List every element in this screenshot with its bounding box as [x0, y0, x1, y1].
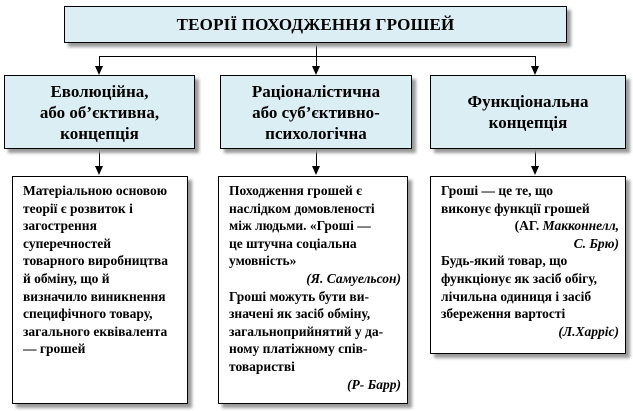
evolution-body-line: Матеріальною основою: [23, 183, 168, 198]
connector-rational-down: [316, 149, 317, 166]
evolution-header-line-3: концепція: [60, 123, 139, 143]
evolution-concept-header: [4, 75, 195, 149]
functional-body-line: збереження вартості: [441, 306, 566, 322]
evolution-body-line: теорії є розвиток і: [23, 200, 133, 216]
rational-author-barr: (Р- Барр): [347, 376, 401, 392]
arrow-to-functional-body: [531, 166, 539, 175]
evolution-header-line-2: або об’єктивна,: [39, 102, 160, 122]
rational-concept-header: [220, 75, 412, 149]
functional-concept-header: [430, 75, 626, 149]
arrow-to-functional: [531, 66, 539, 75]
rational-body-line: ному платіжному спів-: [229, 341, 368, 357]
connector-horizontal: [99, 56, 535, 57]
rational-body-line: умовність»: [229, 253, 297, 269]
rational-body-line: загальноприйнятий у да-: [229, 323, 384, 339]
connector-functional-down: [535, 149, 536, 166]
evolution-body-line: й обміну, що й: [23, 270, 110, 286]
author-name: Макконнелл,: [542, 218, 619, 234]
arrow-to-evolution: [95, 66, 103, 75]
rational-header-line-2: або суб’єктивно-: [252, 102, 380, 122]
rational-author-samuelson: (Я. Самуельсон): [306, 270, 401, 286]
rational-header-line-1: Раціоналістична: [251, 81, 381, 101]
functional-concept-body: [430, 176, 626, 354]
functional-body-line: виконує функції грошей: [441, 200, 590, 216]
rational-body-line: це штучна соціальна: [229, 235, 357, 251]
functional-author-brue: С. Брю): [573, 235, 619, 251]
rational-body-line: Гроші можуть бути ви-: [229, 288, 369, 304]
connector-evolution-down: [99, 149, 100, 166]
functional-author-mcconnell: [441, 217, 619, 235]
functional-body-line: Будь-який товар, що: [441, 253, 568, 269]
evolution-body-line: загального еквівалента: [23, 323, 168, 339]
rational-body-line: наслідком домовленості: [229, 200, 375, 216]
rational-body-line: значені як засіб обміну,: [229, 306, 371, 322]
author-prefix: (АГ.: [514, 218, 543, 234]
evolution-body-line: визначило виникнення: [23, 288, 166, 304]
functional-body-line: лічильна одиниця і засіб: [441, 288, 592, 304]
evolution-header-line-1: Еволюційна,: [50, 81, 149, 101]
arrow-to-rational: [312, 66, 320, 75]
evolution-body-line: товарного виробництва: [23, 253, 168, 269]
rational-body-line: між людьми. «Гроші —: [229, 218, 371, 234]
connector-title-stem: [316, 43, 317, 56]
evolution-body-line: — грошей: [23, 341, 86, 357]
functional-header-line-1: Функціональна: [467, 92, 589, 111]
functional-author-harris: (Л.Харріс): [558, 323, 619, 339]
arrow-to-evolution-body: [95, 166, 103, 175]
functional-body-line: Гроші — це те, що: [441, 183, 554, 198]
evolution-body-line: суперечностей: [23, 235, 112, 251]
rational-body-line: Походження грошей є: [229, 183, 362, 198]
evolution-body-line: загострення: [23, 218, 97, 234]
evolution-concept-body: [12, 176, 188, 404]
diagram-title: ТЕОРІЇ ПОХОДЖЕННЯ ГРОШЕЙ: [64, 6, 567, 43]
rational-body-line: товаристві: [229, 358, 295, 374]
functional-header-line-2: концепція: [488, 113, 568, 132]
evolution-body-line: специфічного товару,: [23, 306, 153, 322]
functional-body-line: функціонує як засіб обігу,: [441, 270, 597, 286]
arrow-to-rational-body: [312, 166, 320, 175]
rational-header-line-3: психологічна: [265, 123, 367, 143]
rational-concept-body: [218, 176, 408, 404]
